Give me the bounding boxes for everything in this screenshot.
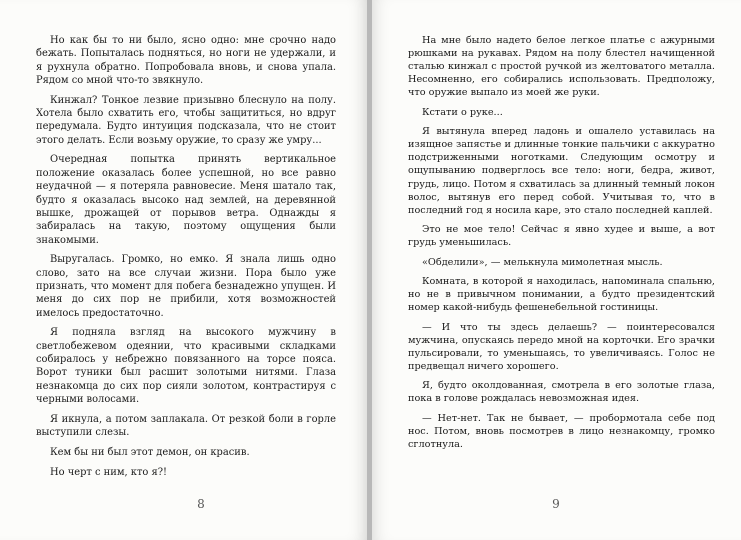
page-number-left: 8: [197, 497, 205, 511]
paragraph: Это не мое тело! Сейчас я явно худее и выше, а вот грудь уменьшилась.: [408, 224, 715, 249]
paragraph: Кинжал? Тонкое лезвие призывно блеснуло на полу. Хотела было схватить его, чтобы защититься, но вдруг передумала. Будто интуиция подсказала, что не стоит этого делать. Если возьму оружие, то сразу же умру...: [36, 94, 336, 146]
right-page-text: [408, 34, 715, 457]
paragraph: Комната, в которой я находилась, напоминала спальню, но не в привычном понимании, а будто президентский номер какой-нибудь фешенебельной гостиницы.: [408, 275, 715, 314]
paragraph: Очередная попытка принять вертикальное положение оказалась более успешной, но все равно неудачной — я потеряла равновесие. Меня шатало так, будто я оказалась высоко над землей, на деревянной вышке, дрожащей от порывов ветра. Однажды я забиралась на такую, поэтому ощущения были знакомыми.: [36, 154, 336, 246]
paragraph: Я икнула, а потом заплакала. От резкой боли в горле выступили слезы.: [36, 413, 336, 439]
paragraph: Кем бы ни был этот демон, он красив.: [50, 446, 250, 458]
paragraph: Выругалась. Громко, но емко. Я знала лишь одно слово, зато на все случаи жизни. Пора было уже признать, что момент для побега безнадежно упущен. И меня до сих пор не прибили, хотя возможностей имелось предостаточно.: [36, 254, 336, 319]
paragraph: Я, будто околдованная, смотрела в его золотые глаза, пока в голове рождалась невозможная идея.: [408, 380, 715, 405]
left-page: [0, 0, 367, 540]
paragraph: «Обделили», — мелькнула мимолетная мысль.: [422, 256, 663, 268]
paragraph: — И что ты здесь делаешь? — поинтересовался мужчина, опускаясь передо мной на корточки. Его зрачки пульсировали, то уменьшаясь, то увеличиваясь. Голос не предвещал ничего хорошего.: [408, 321, 715, 372]
right-page: [372, 0, 741, 540]
paragraph: — Нет-нет. Так не бывает, — пробормотала себе под нос. Потом, вновь посмотрев в лицо незнакомцу, громко сглотнула.: [408, 412, 715, 450]
paragraph: Я подняла взгляд на высокого мужчину в светлобежевом одеянии, что красивыми складками собиралось у небрежно повязанного на торсе пояса. Ворот туники был расшит золотыми нитями. Глаза незнакомца до сих пор сияли золотом, контрастируя с черными волосами.: [36, 327, 336, 406]
left-page-text: [36, 34, 336, 485]
paragraph: Я вытянула вперед ладонь и ошалело уставилась на изящное запястье и длинные тонкие пальчики с аккуратно подстриженными ноготками. Следующим осмотру и ощупыванию подверглось все тело: ноги, бедра, живот, грудь, лицо. Потом я схватилась за длинный темный локон волос, вытянув его перед собой. Учитывая то, что в последний год я носила каре, это стало последней каплей.: [408, 126, 715, 216]
paragraph: Но как бы то ни было, ясно одно: мне срочно надо бежать. Попыталась подняться, но ноги не удержали, и я рухнула обратно. Попробовала вновь, и снова упала. Рядом со мной что-то звякнуло.: [36, 35, 336, 87]
paragraph: На мне было надето белое легкое платье с ажурными рюшками на рукавах. Рядом на полу блестел начищенной сталью кинжал с простой ручкой из желтоватого металла. Несомненно, его собирались использовать. Предположу, что оружие выпало из моей же руки.: [408, 35, 715, 99]
page-number-right: 9: [552, 497, 560, 511]
paragraph: Но черт с ним, кто я?!: [50, 466, 167, 478]
paragraph: Кстати о руке...: [422, 106, 503, 118]
